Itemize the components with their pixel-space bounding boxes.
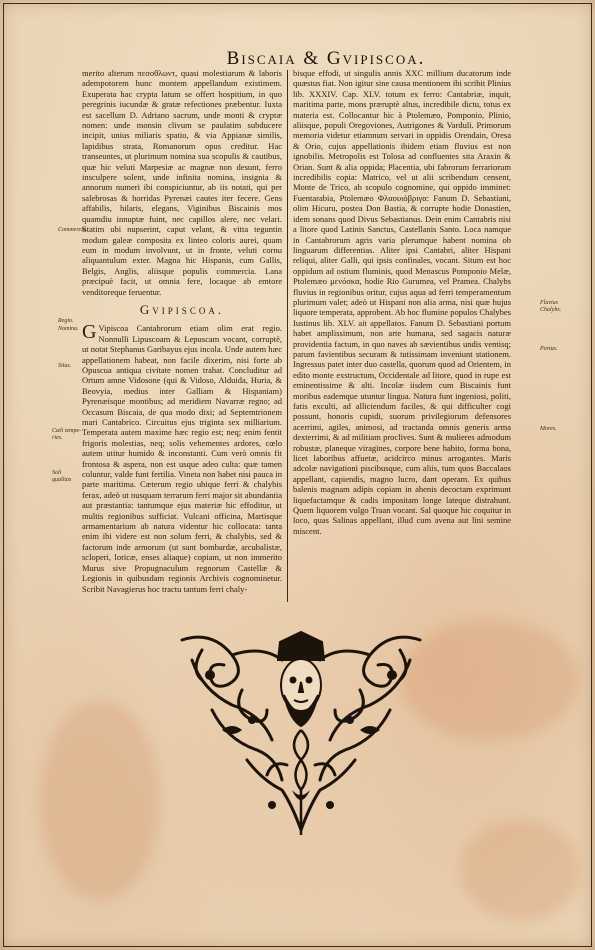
margin-note-fluvius: Fluvius Chalybs.	[540, 300, 562, 313]
margin-note-soli: Soli qualitas	[52, 470, 72, 483]
left-column	[82, 68, 282, 594]
margin-note-portus: Portus.	[540, 346, 558, 352]
right-column-text: bisque effodi, ut singulis annis XXC millium ducatorum inde quæstus fiat. Non igitur sine causa mentionem ibi scribit Plinius lib. XXXIV. Cap. XLV. totum ex ferro: Cantabriæ, inquit, maritima parte, mons præruptè altus, incredibile dictu, totus ex materia est. Collocantur hic à Ptolemæo, Pomponio, Plinio, aliisque, populi Oregoviones, Autrigones & Varduli. Primorum memoria videtur etiamnum servari in oppidis Orendain, Oresa & Orio, cujus appellationis ibidem etiam fluvius est non ignobilis. Metropolis est Tolosa ad confluentes sita Araxin & Orian. Sunt & alia oppida; Placentia, ubi fabrorum ferrariorum incredibilis copia: Matrico, vel ut alii scribendum censent, Monte de Trico, ab scopulo cognomine, qui oppido imminet: Fuentarabia, Ptolemæo Φλαουιόβριγα: Fanum D. Sebastiani, olim Hicuru, postea Don Bastia, & corrupte hodie Donastien, idem sonans quod Divus Sebastianus. Dein enim Cantabris nisi a litore quod Latinis Sanctus, Castellanis Santo. Loca namque in Cantabrorum agris varia plerumque habent nomina ob linguarum differentias. Aliter ipsi Cantabri, aliter Hispani reliqui, aliter Galli, qui ipsis confinales, vocant. Situm est hoc oppidum ad ostium fluminis, quod Menascus Pomponio Melæ, Ptolemæo μενόσκα, hodie Rio Gurumea, vel Pramea. Chalybs fluvius in regionibus oritur, cujus aqua ad ferri temperamentum plurimum valet; adeò ut Hispani non alia arma, nisi quæ hujus liquore temperata, approbent. Ab hoc flumine populos Chalybes Iustinus lib. XLV. ait appellatos. Fanum D. Sebastiani portum habet amplissimum, non arte humana, sed sagacis naturæ providentia factum, in quo naves ab sævientibus undis ventisq; parum favientibus securam & tutissimam inveniunt stationem. Ingressus patet inter duo castella, quorum quod ad Orientem, in edito monte exstructum, Occidentale ad litore, quod in rupe est eminentissime & alti. Incolæ iisdem cum Biscainis funt moribus eademque utuntur lingua. Natura funt ingeniosi, politi, fatis exculti, ad alliciendum faciles, & qui difficulter cogi possunt, honoris cupidi, suorum privilegiorum defensores acerrimi, agiles, animosi, ad tractanda omnis generis arma dexterrimi, & ad militiam proclives. Sunt & mulieres admodum robustæ, planeque viragines, corpore bene habito, forma bona, licet laboribus affuetæ, acidcirco minus arrogantes. Maris adcolæ navigationi piscibusque, cum aliis, tum quos Baccalaos appellant, capiendis, magno lucro, dant operam. Ex quibus balenis magnam adipis copiam in ahenis decoctam exprimunt liquefactamque & cadis impositam longe lateque distrahunt. Quem liquorem vulgo Traan vocant. Sal quoque hic coquitur in loco, quas Salinas appellant, illud cum avena aut lini semine miscent.	[293, 68, 511, 536]
margin-note-commercia: Commercia.	[58, 227, 88, 233]
margin-note-nomina: Nomina.	[58, 326, 79, 332]
margin-note-mores: Mores.	[540, 426, 557, 432]
column-divider	[287, 70, 288, 602]
right-column	[293, 68, 511, 536]
section-heading: Gvipiscoa.	[139, 301, 225, 317]
drop-cap: G	[82, 321, 97, 344]
tailpiece-ornament	[172, 630, 430, 840]
grotesque-face	[278, 632, 324, 726]
margin-note-regio: Regio.	[58, 318, 74, 324]
section-paragraph	[82, 323, 282, 594]
left-column-text: merito alterum πεσοθλωντ, quasi molestiarum & laboris adempotorem hunc montem appellandum existimem. Exuperata hac crypta latum se offert hospitium, in quo peregrinis iucundæ & gratæ refectiones præbentur. Iuxta est sacellum D. Adriano sacrum, unde monti & cryptæ nomen: unde monsin clivum se paulatim subducere incipit, unius miliaris spatio, & via Appianæ similis, lapidibus strata, Romanorum opus creditur. Hac transeuntes, ut plurimum nomina sua scopulis & cautibus, quæ hic veluti Marpesiæ ac magnæ non desunt, ferro insculpere solent, unde infinita nomina, insignia & annorum numeri ibi conspiciuntur, ab iis notati, qui per salebrosas & horridas Pyrenæi cautes iter fecere. Gens affabilis, hilaris, elegans, Viginibus Biscainis mos quamdiu innuptæ fuint, nec capillos alere, nec velari. Statim ubi nupserint, caput velant, & vitta teguntin modum galeæ composita ex linteo coloris aurei, quam eum in modum involvunt, ut in fronte, veluti cornu aliquantulum exter. Magna hic Hispanis, cum Gallis, Belgis, Anglis, aliisque populis commercia. Lana præcipuè facit, ut omnia fere, locaque ab emtore venditoreque feruentur.	[82, 68, 282, 297]
margin-note-situs: Situs.	[58, 363, 72, 369]
section-text: Vipiscoa Cantabrorum etiam olim erat regio. Nonnulli Lipuscoam & Lepuscam vocant, corruptè, ut notat Stephanus Garibayus ejus incola. Unde autem hæc appellationem habeat, non facile dixerim, nisi forte ab Opuscua antiqua civitate nomen trahat. Concluditur ad Ortum amne Vidosone (qui & Vidoso, Alduida, Huria, & Beovyia, medius inter Galliam & Hispaniam) Pyrenæisque montibus; ad meridiem Navarræ regno; ad Occasum Biscaia, de qua modo dixi; ad Septemtrionem mari Cantabrico. Circuitus ejus triginta sex milliarium. Temperata autem maxime hæc regio est; neq; enim fentit frigoris molestias, neq; solis vehementes ardores, cœlo autem utitur humido & inconstanti. Cum verò omnis fit frontosa & aspera, non est usque adeo culta: quæ tamen coluntur, valde funt fertilia. Vineta non habet nisi pauca in parte maritima. Cæterum regio ubique ferri & chalybis ferax, adeò ut nusquam terrarum ferri major sit abundantia aut præstantia: tantumque ejus materiæ hic effoditur, ut multis regionibus sufficiat. Vulcani officina, Martisque armamentarium ab natura videntur hic collocata: tanta enim ibi videre est non solum ferri, & chalybis, sed & factorum inde armorum (ut sunt bombardæ, arcubalistæ, scloperi, loricæ, enses aliaque) copiam, ut non immerito Murus sive Propugnaculum regnorum Castellæ & Legionis in quibusdam regionis Archivis cognominetur. Scribit Navagierus hoc tractu tantum ferri chaly-	[82, 323, 282, 594]
margin-note-caeli: Cæli tempe-ries.	[52, 428, 82, 441]
page-header: Biscaia & Gvipiscoa.	[226, 48, 426, 69]
